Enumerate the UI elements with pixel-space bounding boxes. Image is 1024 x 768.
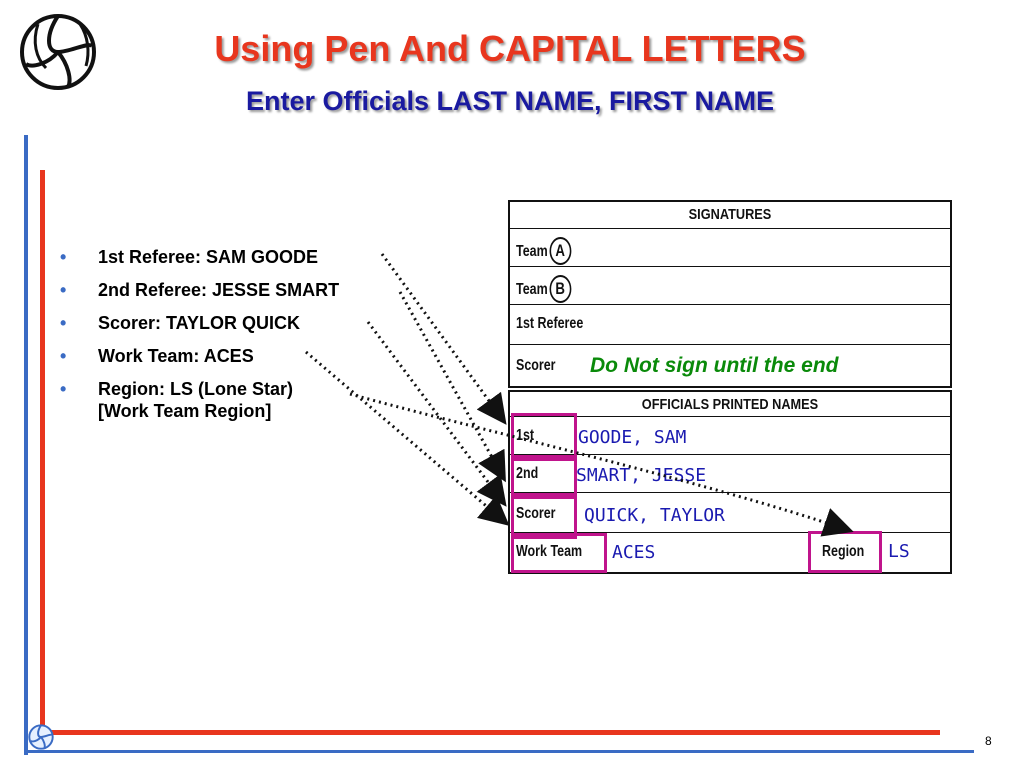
arrow-region [350,394,848,530]
entry-region: LS [888,541,910,562]
sig-scorer-label: Scorer [516,357,556,374]
printed-region-label: Region [822,543,865,560]
sig-team-b-label: Team B [516,275,571,303]
signatures-heading: SIGNATURES [688,206,772,223]
page-subtitle: Enter Officials LAST NAME, FIRST NAME [245,86,775,116]
bullet-text: Scorer: TAYLOR QUICK [98,313,301,333]
printed-first-label: 1st [516,427,535,444]
volleyball-footer-icon [28,724,54,750]
arrow-work-team [306,352,505,522]
page-title: Using Pen And CAPITAL LETTERS [214,28,806,69]
bullet-text: 2nd Referee: JESSE SMART [98,280,340,300]
printed-work-team-label: Work Team [516,543,583,560]
bullet-icon: • [60,313,67,333]
bullet-text: Work Team: ACES [98,346,254,366]
bullet-icon: • [60,379,67,399]
bullet-icon: • [60,346,67,366]
printed-second-label: 2nd [516,465,539,482]
bullet-text: 1st Referee: SAM GOODE [98,247,319,267]
bullet-icon: • [60,247,67,267]
entry-second-referee: SMART, JESSE [576,465,707,486]
printed-scorer-label: Scorer [516,505,556,522]
entry-scorer: QUICK, TAYLOR [584,505,725,526]
sig-first-referee-label: 1st Referee [516,315,584,332]
printed-names-heading: OFFICIALS PRINTED NAMES [641,396,819,413]
bullet-text: Region: LS (Lone Star) [98,379,293,399]
do-not-sign-note: Do Not sign until the end [590,354,839,377]
page-number: 8 [985,734,992,748]
entry-first-referee: GOODE, SAM [578,427,687,448]
arrow-scorer [368,322,503,502]
sig-team-a-label: Team A [516,237,571,265]
entry-work-team: ACES [612,542,656,563]
bullet-text-line2: [Work Team Region] [98,401,272,421]
arrow-first-referee [382,254,503,420]
bullet-icon: • [60,280,67,300]
